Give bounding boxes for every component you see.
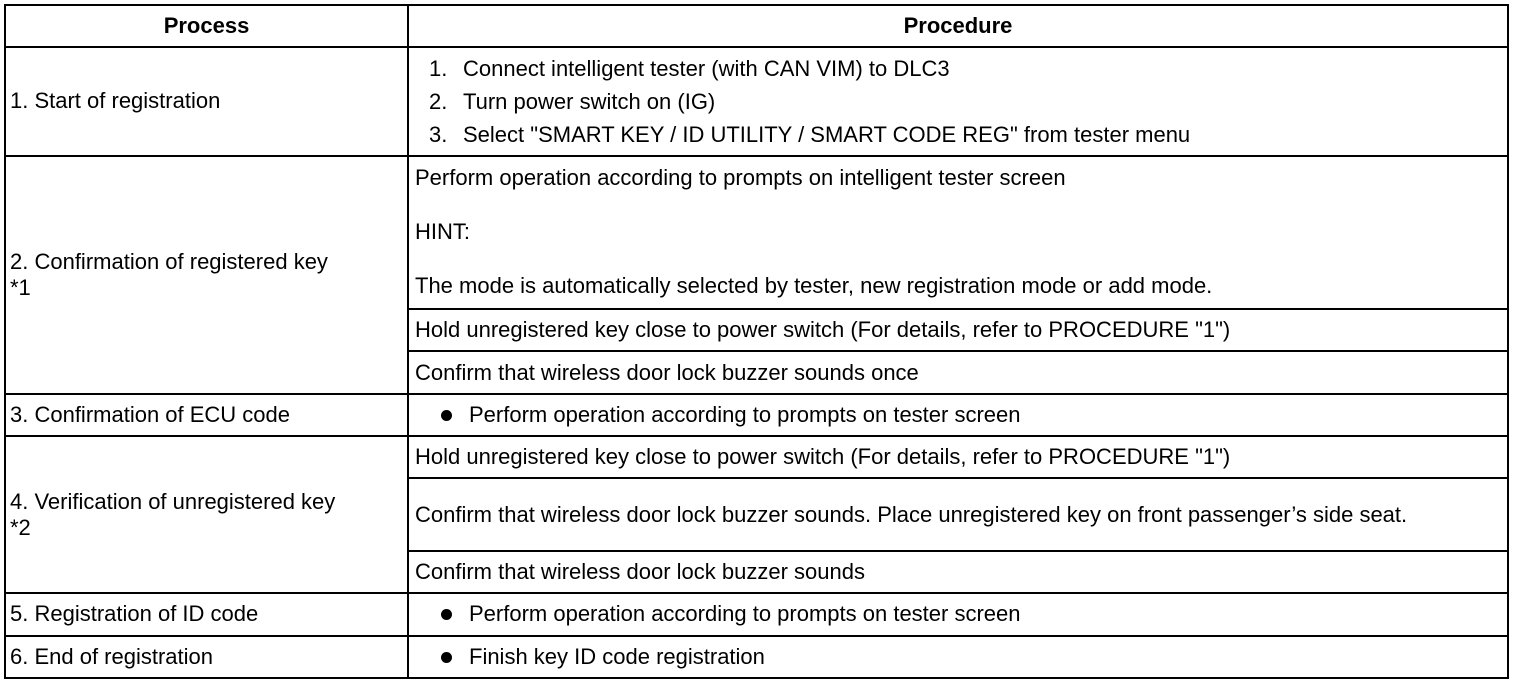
registration-table — [4, 4, 1509, 679]
list-item — [429, 118, 1501, 151]
bullet-text: Perform operation according to prompts on tester screen — [469, 601, 1021, 627]
process-cell: 1. Start of registration — [5, 47, 408, 156]
process-note: *2 — [10, 514, 31, 540]
bullet-icon — [441, 609, 452, 620]
process-label: 4. Verification of unregistered key — [10, 488, 336, 514]
bullet-icon — [441, 652, 452, 663]
list-item — [441, 601, 1501, 627]
hint-text: The mode is automatically selected by tester, new registration mode or add mode. — [415, 273, 1213, 299]
procedure-cell — [408, 47, 1508, 156]
list-item — [441, 644, 1501, 670]
procedure-text: Perform operation according to prompts on intelligent tester screen — [415, 165, 1066, 191]
table-row — [5, 436, 1508, 478]
step-text: Connect intelligent tester (with CAN VIM) to DLC3 — [463, 55, 950, 81]
procedure-cell — [408, 636, 1508, 678]
procedure-cell: Confirm that wireless door lock buzzer sounds — [408, 551, 1508, 593]
header-row — [5, 5, 1508, 47]
step-number: 1. — [429, 55, 448, 81]
table-row — [5, 47, 1508, 156]
bullet-icon — [441, 410, 452, 421]
step-number: 3. — [429, 121, 448, 147]
procedure-cell: Hold unregistered key close to power switch (For details, refer to PROCEDURE "1") — [408, 436, 1508, 478]
bullet-text: Perform operation according to prompts on tester screen — [469, 401, 1021, 427]
process-label: 2. Confirmation of registered key — [10, 248, 328, 274]
bullet-list — [415, 644, 1501, 670]
table-row — [5, 636, 1508, 678]
process-cell: 6. End of registration — [5, 636, 408, 678]
list-item — [429, 52, 1501, 85]
procedure-cell: Confirm that wireless door lock buzzer sounds. Place unregistered key on front passenger’s side seat. — [408, 478, 1508, 551]
procedure-cell: Hold unregistered key close to power switch (For details, refer to PROCEDURE "1") — [408, 309, 1508, 351]
hint-label: HINT: — [415, 219, 470, 245]
header-procedure: Procedure — [408, 5, 1508, 47]
table-row — [5, 394, 1508, 436]
table-row — [5, 156, 1508, 309]
bullet-list — [415, 402, 1501, 428]
process-cell: 3. Confirmation of ECU code — [5, 394, 408, 436]
step-text: Select "SMART KEY / ID UTILITY / SMART CODE REG" from tester menu — [463, 121, 1191, 147]
step-text: Turn power switch on (IG) — [463, 88, 716, 114]
process-cell: 5. Registration of ID code — [5, 593, 408, 635]
process-cell — [5, 436, 408, 593]
header-process: Process — [5, 5, 408, 47]
step-list — [415, 52, 1501, 151]
list-item — [429, 85, 1501, 118]
procedure-cell — [408, 156, 1508, 309]
list-item — [441, 402, 1501, 428]
bullet-text: Finish key ID code registration — [469, 643, 765, 669]
process-cell — [5, 156, 408, 394]
step-number: 2. — [429, 88, 448, 114]
procedure-cell — [408, 394, 1508, 436]
procedure-cell — [408, 593, 1508, 635]
table-row — [5, 593, 1508, 635]
bullet-list — [415, 601, 1501, 627]
procedure-cell: Confirm that wireless door lock buzzer sounds once — [408, 351, 1508, 393]
process-note: *1 — [10, 274, 31, 300]
